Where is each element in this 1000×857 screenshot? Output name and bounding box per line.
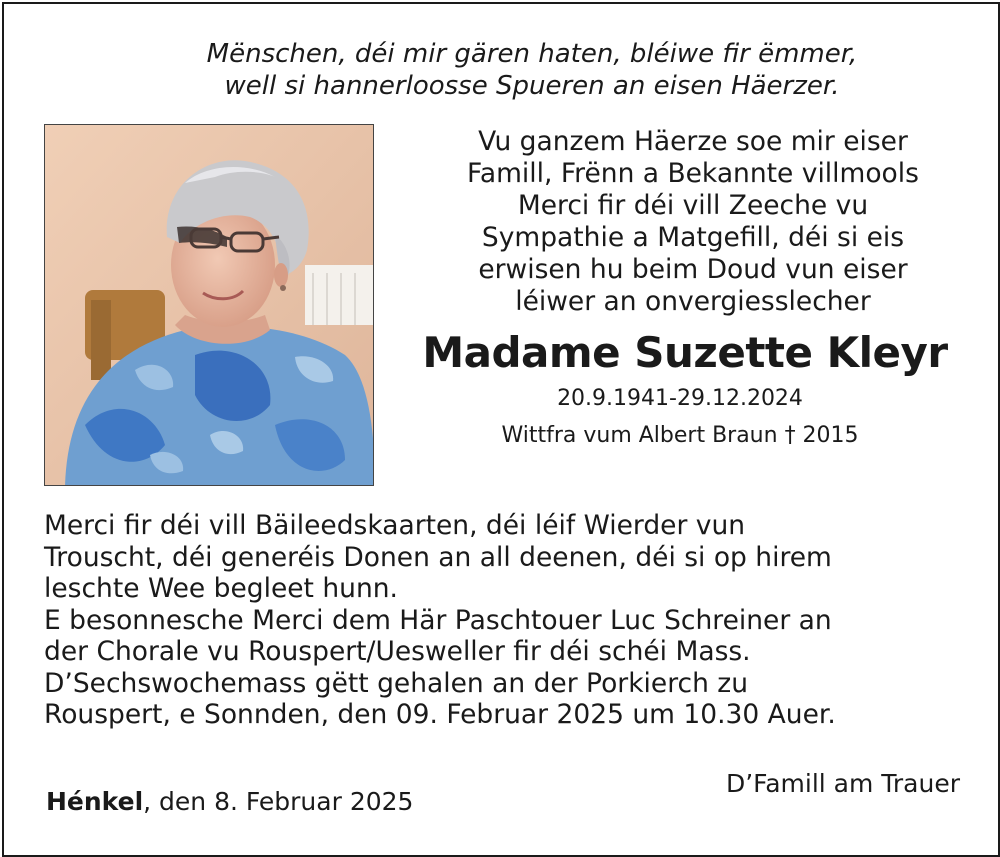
thanks-intro	[418, 126, 968, 318]
body-line: D’Sechswochemass gëtt gehalen an der Porkierch zu	[44, 667, 749, 699]
intro-line: léiwer an onvergiesslecher	[515, 286, 871, 317]
widow-note: Wittfra vum Albert Braun † 2015	[501, 423, 859, 448]
intro-line: Vu ganzem Häerze soe mir eiser	[478, 126, 908, 157]
body-line: E besonnesche Merci dem Här Paschtouer Luc Schreiner an	[44, 604, 832, 636]
intro-line: Sympathie a Matgefill, déi si eis	[481, 222, 905, 253]
thanks-body	[44, 510, 974, 731]
place-town: Hénkel	[46, 787, 144, 816]
family-signature: D’Famill am Trauer	[725, 769, 960, 798]
intro-line: Famill, Frënn a Bekannte villmools	[467, 158, 919, 189]
memorial-motto	[0, 38, 1000, 102]
closing-date: , den 8. Februar 2025	[143, 787, 414, 816]
motto-line-1: Mënschen, déi mir gären haten, bléiwe fir ëmmer,	[206, 39, 858, 69]
body-line: Rouspert, e Sonnden, den 09. Februar 2025 um 10.30 Auer.	[44, 699, 836, 730]
body-line: Merci fir déi vill Bäileedskaarten, déi léif Wierder vun	[44, 510, 746, 541]
life-dates: 20.9.1941-29.12.2024	[557, 386, 803, 411]
body-line: leschte Wee begleet hunn.	[44, 573, 398, 604]
intro-line: erwisen hu beim Doud vun eiser	[478, 254, 908, 285]
deceased-name: Madame Suzette Kleyr	[422, 328, 948, 377]
portrait-photo	[44, 124, 374, 486]
intro-line: Merci fir déi vill Zeeche vu	[517, 190, 869, 221]
place-date	[46, 786, 413, 818]
motto-line-2: well si hannerloosse Spueren an eisen Häerzer.	[224, 71, 840, 101]
body-line: Trouscht, déi generéis Donen an all deenen, déi si op hirem	[44, 541, 832, 573]
body-line: der Chorale vu Rouspert/Uesweller fir déi schéi Mass.	[44, 636, 751, 667]
